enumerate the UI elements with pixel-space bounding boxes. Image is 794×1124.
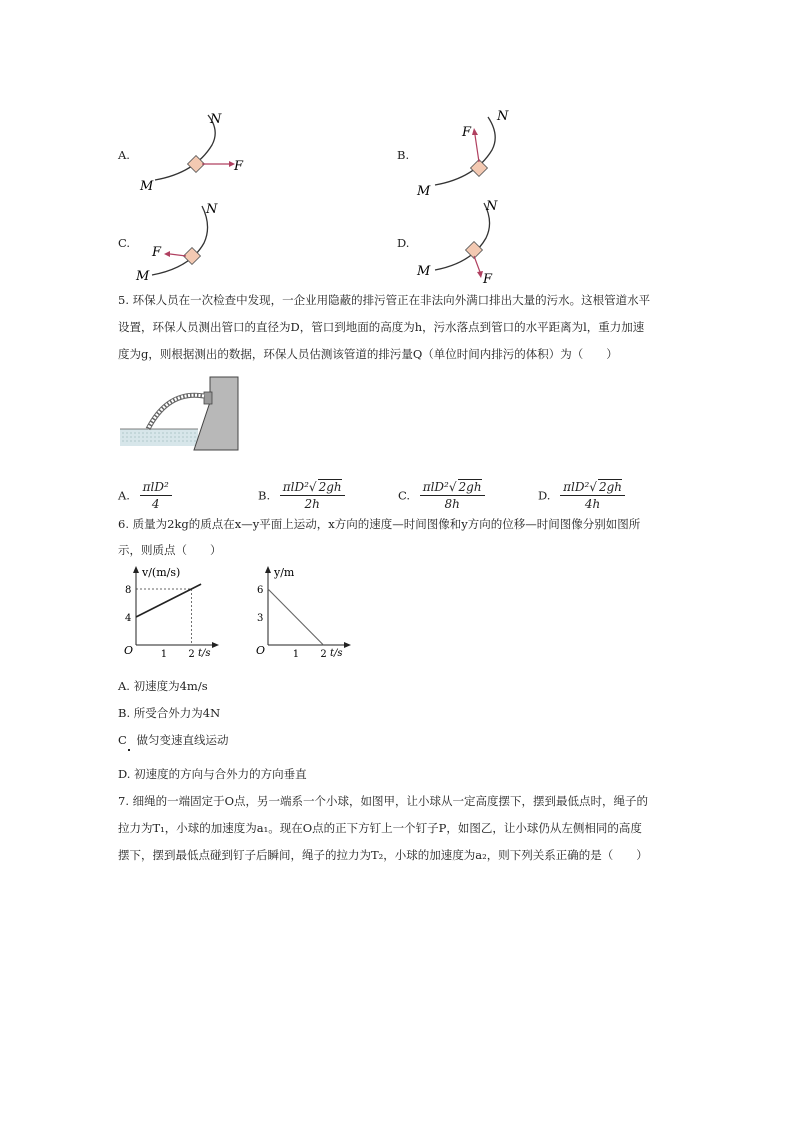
label-m: M (417, 184, 431, 199)
x-axis-arrow (344, 642, 351, 648)
x-tick-label: 2 (320, 649, 327, 660)
q6-option-b[interactable]: B. 所受合外力为4N (118, 706, 221, 720)
label-f: F (462, 125, 472, 140)
option-d-label[interactable]: D. (397, 236, 410, 250)
velocity-time-chart (118, 563, 228, 663)
label-n: N (210, 112, 222, 127)
option-b-diagram (410, 105, 540, 200)
label-n: N (497, 109, 509, 124)
x-axis-label: t/s (330, 648, 343, 659)
option-c-diagram (130, 198, 260, 288)
q6-line-1: 6. 质量为2kg的质点在x—y平面上运动，x方向的速度—时间图像和y方向的位移—时间图像分别如图所 (118, 517, 641, 531)
q5-line-1: 5. 环保人员在一次检查中发现，一企业用隐蔽的排污管正在非法向外满口排出大量的污水。这根管道水平 (118, 293, 651, 307)
x-tick-label: 1 (160, 649, 168, 660)
label-f: F (234, 159, 244, 174)
q7-line-2: 拉力为T₁，小球的加速度为a₁。现在O点的正下方钉上一个钉子P，如图乙，让小球仍从左侧相同的高度 (118, 821, 642, 835)
q6-option-d[interactable]: D. 初速度的方向与合外力的方向垂直 (118, 767, 307, 781)
q6-option-a[interactable]: A. 初速度为4m/s (118, 679, 208, 693)
label-f: F (152, 245, 162, 260)
q6-line-2: 示，则质点（ ） (118, 543, 222, 557)
y-axis-label: y/m (274, 566, 295, 579)
origin-label: O (124, 644, 134, 657)
label-f: F (483, 272, 493, 287)
displacement-time-chart (250, 563, 360, 663)
x-axis-arrow (212, 642, 219, 648)
series-line (268, 589, 323, 645)
q5-option-d[interactable]: D. $\frac{\text{πlD²√ 2gh}}{4h}$ (538, 480, 625, 511)
y-axis-arrow (265, 566, 271, 573)
option-b-label[interactable]: B. (397, 148, 410, 162)
q5-line-3: 度为g，则根据测出的数据，环保人员估测该管道的排污量Q（单位时间内排污的体积）为（ ） (118, 347, 618, 361)
q6-option-c[interactable] (118, 733, 228, 747)
x-tick-label: 2 (188, 649, 195, 660)
label-m: M (140, 179, 154, 194)
x-tick-label: 1 (292, 649, 300, 660)
q7-line-1: 7. 细绳的一端固定于O点，另一端系一个小球，如图甲，让小球从一定高度摆下，摆到最低点时，绳子的 (118, 794, 649, 808)
stray-dot (128, 749, 130, 751)
option-a-label[interactable]: A. (118, 148, 130, 162)
option-d-diagram (410, 198, 540, 288)
option-c-label[interactable]: C. (118, 236, 131, 250)
option-a-diagram (130, 105, 260, 200)
y-tick-label: 4 (125, 613, 132, 624)
x-axis-label: t/s (198, 648, 211, 659)
label-m: M (136, 269, 150, 284)
q7-line-3: 摆下，摆到最低点碰到钉子后瞬间，绳子的拉力为T₂，小球的加速度为a₂，则下列关系正确的是（ ） (118, 848, 648, 862)
label-m: M (417, 264, 431, 279)
q5-option-b[interactable]: B. $\frac{\text{πlD²√ 2gh}}{2h}$ (258, 480, 345, 511)
q5-option-a[interactable]: A. $\frac{\text{πlD²}}{4}$ (118, 480, 172, 511)
q5-line-2: 设置，环保人员测出管口的直径为D，管口到地面的高度为h，污水落点到管口的水平距离为l，重力加速 (118, 320, 645, 334)
y-axis-label: v/(m/s) (142, 566, 181, 579)
q6-option-c-text: 做匀变速直线运动 (136, 733, 229, 747)
origin-label: O (256, 644, 266, 657)
y-tick-label: 8 (125, 585, 132, 596)
q5-option-c[interactable]: C. $\frac{\text{πlD²√ 2gh}}{8h}$ (398, 480, 485, 511)
y-tick-label: 3 (257, 613, 264, 624)
pipe-diagram (118, 372, 243, 452)
q6-option-c-label: C (118, 733, 127, 747)
label-n: N (206, 202, 218, 217)
label-n: N (486, 199, 498, 214)
y-tick-label: 6 (257, 585, 264, 596)
y-axis-arrow (133, 566, 139, 573)
